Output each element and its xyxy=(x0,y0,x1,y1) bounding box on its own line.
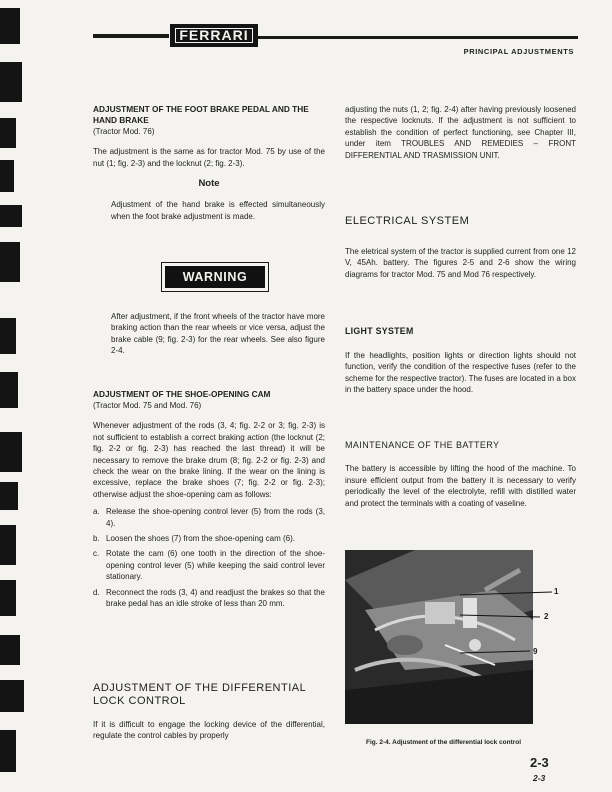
figure-caption: Fig. 2-4. Adjustment of the differential lock control xyxy=(366,739,522,746)
light-body: If the headlights, position lights or direction lights should not function, verify the condition of the respective fuses (refer to the scheme for the respective tractor). The fuses are located in a box in the battery space under the hood. xyxy=(345,351,576,395)
callout-9: 9 xyxy=(533,647,538,656)
callout-lines xyxy=(460,585,560,665)
step-c xyxy=(93,548,325,582)
warning-body: After adjustment, if the front wheels of the tractor have more braking action than the rear wheels or vice versa, adjust the brake cable (9; fig. 2-3) for the rear wheels. See also figure 2-4. xyxy=(111,312,325,356)
note-body: Adjustment of the hand brake is effected simultaneously when the foot brake adjustment is made. xyxy=(111,200,325,221)
light-title: LIGHT SYSTEM xyxy=(345,326,414,336)
step-marker: c. xyxy=(93,549,100,559)
shoe-cam-section xyxy=(93,389,325,610)
battery-body: The battery is accessible by lifting the hood of the machine. To insure efficient output from the battery it is necessary to verify periodically the level of the electrolyte, refill with distilled water and protect the terminals with a coating of vaseline. xyxy=(345,464,576,508)
section-title: PRINCIPAL ADJUSTMENTS xyxy=(463,47,574,56)
diff-lock-title: ADJUSTMENT OF THE DIFFERENTIAL LOCK CONTROL xyxy=(93,682,306,707)
tab-mark xyxy=(0,635,20,665)
battery-section xyxy=(345,440,576,509)
electrical-section xyxy=(345,215,576,280)
step-d xyxy=(93,587,325,610)
tab-mark xyxy=(0,525,16,565)
tab-mark xyxy=(0,482,18,510)
step-text: Loosen the shoes (7) from the shoe-opening cam (6). xyxy=(106,534,295,544)
step-b xyxy=(93,533,325,544)
continued-text xyxy=(345,104,576,161)
tab-mark xyxy=(0,62,22,102)
tab-mark xyxy=(0,680,24,712)
electrical-title: ELECTRICAL SYSTEM xyxy=(345,215,470,227)
foot-brake-section xyxy=(93,104,325,169)
tab-mark xyxy=(0,730,16,772)
step-marker: d. xyxy=(93,587,100,597)
tab-mark xyxy=(0,205,22,227)
header-rule-left xyxy=(93,34,169,38)
battery-title: MAINTENANCE OF THE BATTERY xyxy=(345,440,500,450)
header-rule-right xyxy=(256,36,578,39)
step-text: Release the shoe-opening control lever (5) from the rods (3, 4). xyxy=(106,507,325,528)
callout-1: 1 xyxy=(554,587,559,596)
step-marker: b. xyxy=(93,534,100,544)
foot-brake-title: ADJUSTMENT OF THE FOOT BRAKE PEDAL AND THE HAND BRAKE xyxy=(93,104,309,125)
shoe-cam-subtitle: (Tractor Mod. 75 and Mod. 76) xyxy=(93,401,202,410)
shoe-cam-steps xyxy=(93,506,325,609)
foot-brake-subtitle: (Tractor Mod. 76) xyxy=(93,127,155,136)
step-a xyxy=(93,506,325,529)
diff-lock-body: If it is difficult to engage the locking device of the differential, regulate the control cables by properly xyxy=(93,720,325,741)
tab-mark xyxy=(0,432,22,472)
step-text: Reconnect the rods (3, 4) and readjust the brakes so that the brake pedal has an idle stroke of less than 20 mm. xyxy=(106,587,325,609)
tab-mark xyxy=(0,118,16,148)
note-section xyxy=(93,178,325,222)
shoe-cam-body: Whenever adjustment of the rods (3, 4; fig. 2-2 or 3; fig. 2-3) is not sufficient to establish a correct braking action (the locknut (2; fig. 2-2 or fig. 2-3) has reached the last thread) it will be necessary to remove the brake drum (8; fig. 2-2 or fig. 2-3) and check the wear on the brake lining. If the wear on the lining is excessive, replace the brake shoes (7; fig. 2-2 or fig. 2-3); otherwise adjust the shoe-opening cam as follows: xyxy=(93,421,325,499)
binding-tabs xyxy=(0,0,26,792)
page-number-stamp: 2-3 xyxy=(533,773,546,783)
diff-lock-section xyxy=(93,682,325,742)
page-number: 2-3 xyxy=(530,755,549,770)
warning-label: WARNING xyxy=(165,266,265,288)
tab-mark xyxy=(0,160,14,192)
electrical-body: The eletrical system of the tractor is supplied current from one 12 V, 45Ah. battery. The figures 2-5 and 2-6 show the wiring diagrams for tractor Mod. 75 and Mod 76 respectively. xyxy=(345,247,576,279)
callout-2: 2 xyxy=(544,612,549,621)
note-title: Note xyxy=(198,178,220,189)
tab-mark xyxy=(0,242,20,282)
tab-mark xyxy=(0,8,20,44)
warning-section xyxy=(93,311,325,357)
light-section xyxy=(345,326,576,396)
shoe-cam-title: ADJUSTMENT OF THE SHOE-OPENING CAM xyxy=(93,389,271,399)
tab-mark xyxy=(0,372,18,408)
tab-mark xyxy=(0,580,16,616)
warning-box xyxy=(161,262,269,292)
tab-mark xyxy=(0,318,16,354)
foot-brake-body: The adjustment is the same as for tractor Mod. 75 by use of the nut (1; fig. 2-3) and the locknut (2; fig. 2-3). xyxy=(93,147,325,168)
step-text: Rotate the cam (6) one tooth in the direction of the shoe-opening control lever (5) while keeping the said control lever stationary. xyxy=(106,549,325,582)
step-marker: a. xyxy=(93,507,100,517)
brand-logo xyxy=(170,24,258,47)
continued-body: adjusting the nuts (1, 2; fig. 2-4) after having previously loosened the respective locknuts. If the adjustment is not sufficient to establish the condition of perfect functioning, see Chapter III, under item TROUBLES AND REMEDIES – FRONT DIFFERENTIAL AND TRASMISSION UNIT. xyxy=(345,105,576,160)
brand-text: FERRARI xyxy=(175,28,252,43)
